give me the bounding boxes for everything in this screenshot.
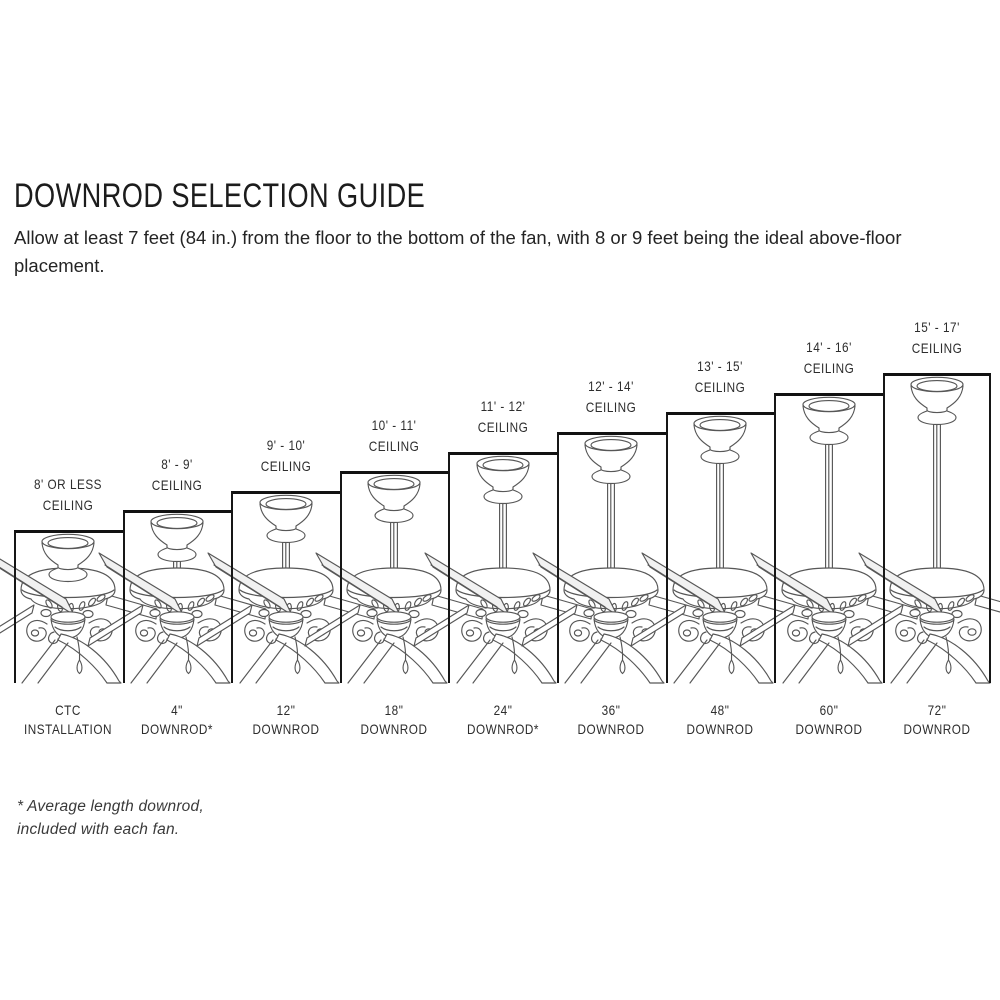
ceiling-height-word: CEILING (368, 438, 420, 454)
ceiling-height-range: 15' - 17' (914, 319, 960, 335)
ceiling-height-label (874, 317, 1000, 359)
downrod-size: 48" (710, 702, 730, 718)
downrod-word: DOWNROD (903, 721, 971, 737)
ceiling-step-box (557, 432, 666, 683)
ceiling-height-range: 8' OR LESS (34, 476, 103, 492)
downrod-length-label (223, 701, 349, 739)
downrod-length-label (548, 701, 674, 739)
ceiling-height-word: CEILING (260, 458, 311, 474)
ceiling-height-word: CEILING (586, 399, 637, 415)
footnote-line-2: included with each fan. (17, 821, 180, 838)
downrod-length-label (331, 701, 457, 739)
downrod-length-label (5, 701, 131, 739)
ceiling-height-word: CEILING (43, 497, 94, 513)
downrod-length-label (874, 701, 1000, 739)
downrod-word: INSTALLATION (24, 721, 113, 737)
ceiling-height-label (548, 376, 674, 418)
ceiling-step-box (123, 510, 232, 683)
downrod-word: DOWNROD (252, 721, 319, 737)
ceiling-step-box (774, 393, 883, 683)
footnote-line-1: * Average length downrod, (17, 798, 204, 815)
ceiling-height-label (223, 435, 349, 477)
downrod-length-label (440, 701, 566, 739)
downrod-length-label (766, 701, 892, 739)
page-title: DOWNROD SELECTION GUIDE (14, 177, 426, 215)
downrod-word: DOWNROD* (140, 721, 213, 737)
ceiling-height-label (657, 356, 783, 398)
ceiling-height-range: 10' - 11' (371, 417, 417, 433)
ceiling-step-box (340, 471, 449, 683)
downrod-length-label (114, 701, 240, 739)
footnote (17, 795, 204, 841)
downrod-word: DOWNROD* (466, 721, 539, 737)
downrod-length-label (657, 701, 783, 739)
downrod-size: 4" (171, 702, 183, 718)
downrod-word: DOWNROD (795, 721, 862, 737)
downrod-word: DOWNROD (577, 721, 645, 737)
ceiling-height-word: CEILING (477, 419, 528, 435)
ceiling-height-word: CEILING (151, 477, 203, 493)
ceiling-step-box (448, 452, 557, 683)
ceiling-height-range: 11' - 12' (480, 398, 526, 414)
ceiling-height-range: 13' - 15' (697, 358, 743, 374)
intro-text: Allow at least 7 feet (84 in.) from the floor to the bottom of the fan, with 8 or 9 feet being the ideal above-floor placement. (14, 227, 902, 276)
ceiling-height-word: CEILING (694, 379, 746, 395)
ceiling-step-box (231, 491, 340, 683)
ceiling-step-box (666, 412, 775, 683)
downrod-size: 72" (927, 702, 947, 718)
ceiling-height-word: CEILING (911, 340, 963, 356)
ceiling-height-range: 8' - 9' (161, 456, 193, 472)
ceiling-height-range: 14' - 16' (805, 339, 852, 355)
ceiling-height-range: 9' - 10' (266, 437, 305, 453)
ceiling-step-box (14, 530, 123, 683)
ceiling-height-label (5, 474, 131, 516)
ceiling-height-word: CEILING (803, 360, 854, 376)
ceiling-height-label (331, 415, 457, 457)
downrod-size: 12" (276, 702, 295, 718)
ceiling-height-label (440, 396, 566, 438)
downrod-size: 36" (601, 702, 621, 718)
ceiling-height-range: 12' - 14' (588, 378, 635, 394)
downrod-size: 18" (384, 702, 404, 718)
downrod-size: CTC (55, 702, 82, 718)
downrod-word: DOWNROD (686, 721, 754, 737)
ceiling-height-label (114, 454, 240, 496)
downrod-size: 60" (819, 702, 838, 718)
ceiling-height-label (766, 337, 892, 379)
ceiling-step-box (883, 373, 992, 683)
downrod-size: 24" (493, 702, 513, 718)
downrod-word: DOWNROD (360, 721, 428, 737)
